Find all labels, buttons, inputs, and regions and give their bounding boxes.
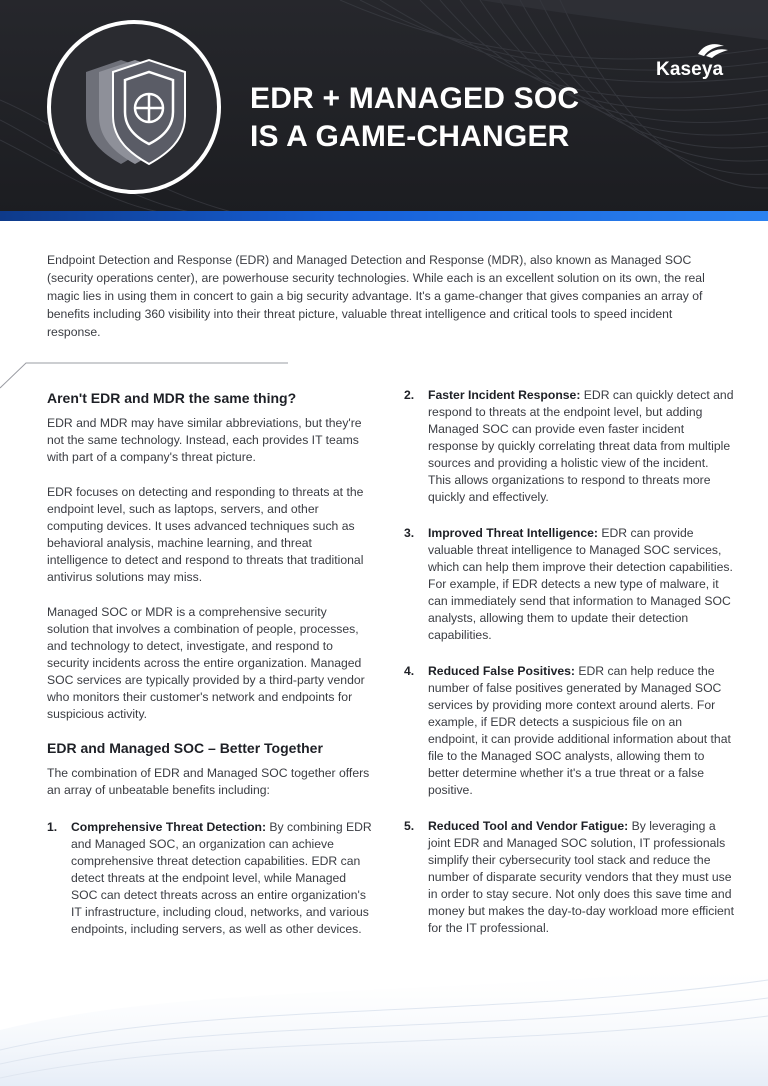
- benefit-title: Comprehensive Threat Detection:: [71, 820, 267, 834]
- benefit-item-2: [404, 387, 734, 506]
- benefit-item-1: [47, 819, 372, 938]
- heading-same-thing: Aren't EDR and MDR the same thing?: [47, 390, 297, 406]
- benefit-number: 2.: [404, 388, 415, 402]
- benefit-text: EDR can provide valuable threat intelligence to Managed SOC services, which can help them improve their detection capabilities. For example, if EDR detects a new type of malware, it can immediately send that information to Managed SOC analysts, allowing them to update their detection capabilities.: [428, 526, 733, 642]
- benefit-text: EDR can help reduce the number of false positives generated by Managed SOC services by providing more context around alerts. For example, if EDR detects a suspicious file on an endpoint, it can provide additional information about that file to the Managed SOC analysts, allowing them to better determine whether it's a true threat or a false positive.: [428, 664, 731, 797]
- left-column: [47, 389, 372, 938]
- paragraph-benefits-intro: The combination of EDR and Managed SOC together offers an array of unbeatable benefits including:: [47, 766, 370, 797]
- kaseya-logo-icon: [694, 40, 734, 58]
- section-divider: [0, 362, 290, 392]
- page-title: [250, 80, 630, 156]
- benefit-title: Reduced False Positives:: [428, 664, 575, 678]
- title-line-1: EDR + MANAGED SOC: [250, 82, 580, 115]
- brand-logo: [656, 40, 736, 80]
- benefit-title: Faster Incident Response:: [428, 388, 581, 402]
- right-column: [404, 387, 734, 937]
- hero-banner: [0, 0, 768, 214]
- shield-badge: [47, 20, 221, 194]
- bottom-decorative-wave: [0, 940, 768, 1086]
- benefit-text: By leveraging a joint EDR and Managed SOC solution, IT professionals simplify their cybersecurity tool stack and reduce the number of disparate security vendors that they must use in order to stay secure. Not only does this save time and money but makes the day-to-day workload more efficient for the IT professional.: [428, 819, 734, 935]
- benefit-number: 3.: [404, 526, 415, 540]
- paragraph-edr-focus: EDR focuses on detecting and responding to threats at the endpoint level, such as laptops, servers, and other computing devices. It uses advanced techniques such as behavioral analysis, machine learning, and threat intelligence to detect and respond to threats that traditional antivirus solutions may miss.: [47, 485, 364, 584]
- benefit-item-5: [404, 818, 734, 937]
- benefit-title: Reduced Tool and Vendor Fatigue:: [428, 819, 629, 833]
- benefit-number: 1.: [47, 820, 58, 834]
- benefit-title: Improved Threat Intelligence:: [428, 526, 598, 540]
- heading-better-together: EDR and Managed SOC – Better Together: [47, 740, 323, 756]
- hero-accent-bar: [0, 211, 768, 221]
- shield-stack-icon: [51, 24, 217, 190]
- benefit-number: 5.: [404, 819, 415, 833]
- benefit-number: 4.: [404, 664, 415, 678]
- title-line-2: IS A GAME-CHANGER: [250, 120, 570, 153]
- benefit-item-3: [404, 525, 734, 644]
- paragraph-managed-soc: Managed SOC or MDR is a comprehensive security solution that involves a combination of people, processes, and technology to detect, investigate, and respond to security incidents across the entire organization. Managed SOC services are typically provided by a third-party vendor who monitors their customer's network and endpoints for suspicious activity.: [47, 605, 365, 721]
- benefit-text: By combining EDR and Managed SOC, an organization can achieve comprehensive threat detection capabilities. EDR can detect threats at the endpoint level, while Managed SOC can detect threats across an entire organization's IT infrastructure, including cloud, networks, and various endpoints, including servers, as well as other devices.: [71, 820, 372, 936]
- benefit-text: EDR can quickly detect and respond to threats at the endpoint level, but adding Managed SOC can provide even faster incident response by quickly correlating threat data from multiple sources and providing a holistic view of the incident. This allows organizations to respond to threats more quickly and effectively.: [428, 388, 734, 504]
- benefit-item-4: [404, 663, 734, 799]
- brand-wordmark: Kaseya: [656, 59, 724, 80]
- paragraph-abbreviations: EDR and MDR may have similar abbreviations, but they're not the same technology. Instead, each provides IT teams with part of a company's threat picture.: [47, 416, 362, 464]
- intro-paragraph: Endpoint Detection and Response (EDR) and Managed Detection and Response (MDR), also known as Managed SOC (security operations center), are powerhouse security technologies. While each is an excellent solution on its own, the real magic lies in using them in concert to gain a big security advantage. It's a game-changer that gives companies an array of benefits including 360 visibility into their threat picture, valuable threat intelligence and critical tools to speed incident response.: [47, 253, 705, 339]
